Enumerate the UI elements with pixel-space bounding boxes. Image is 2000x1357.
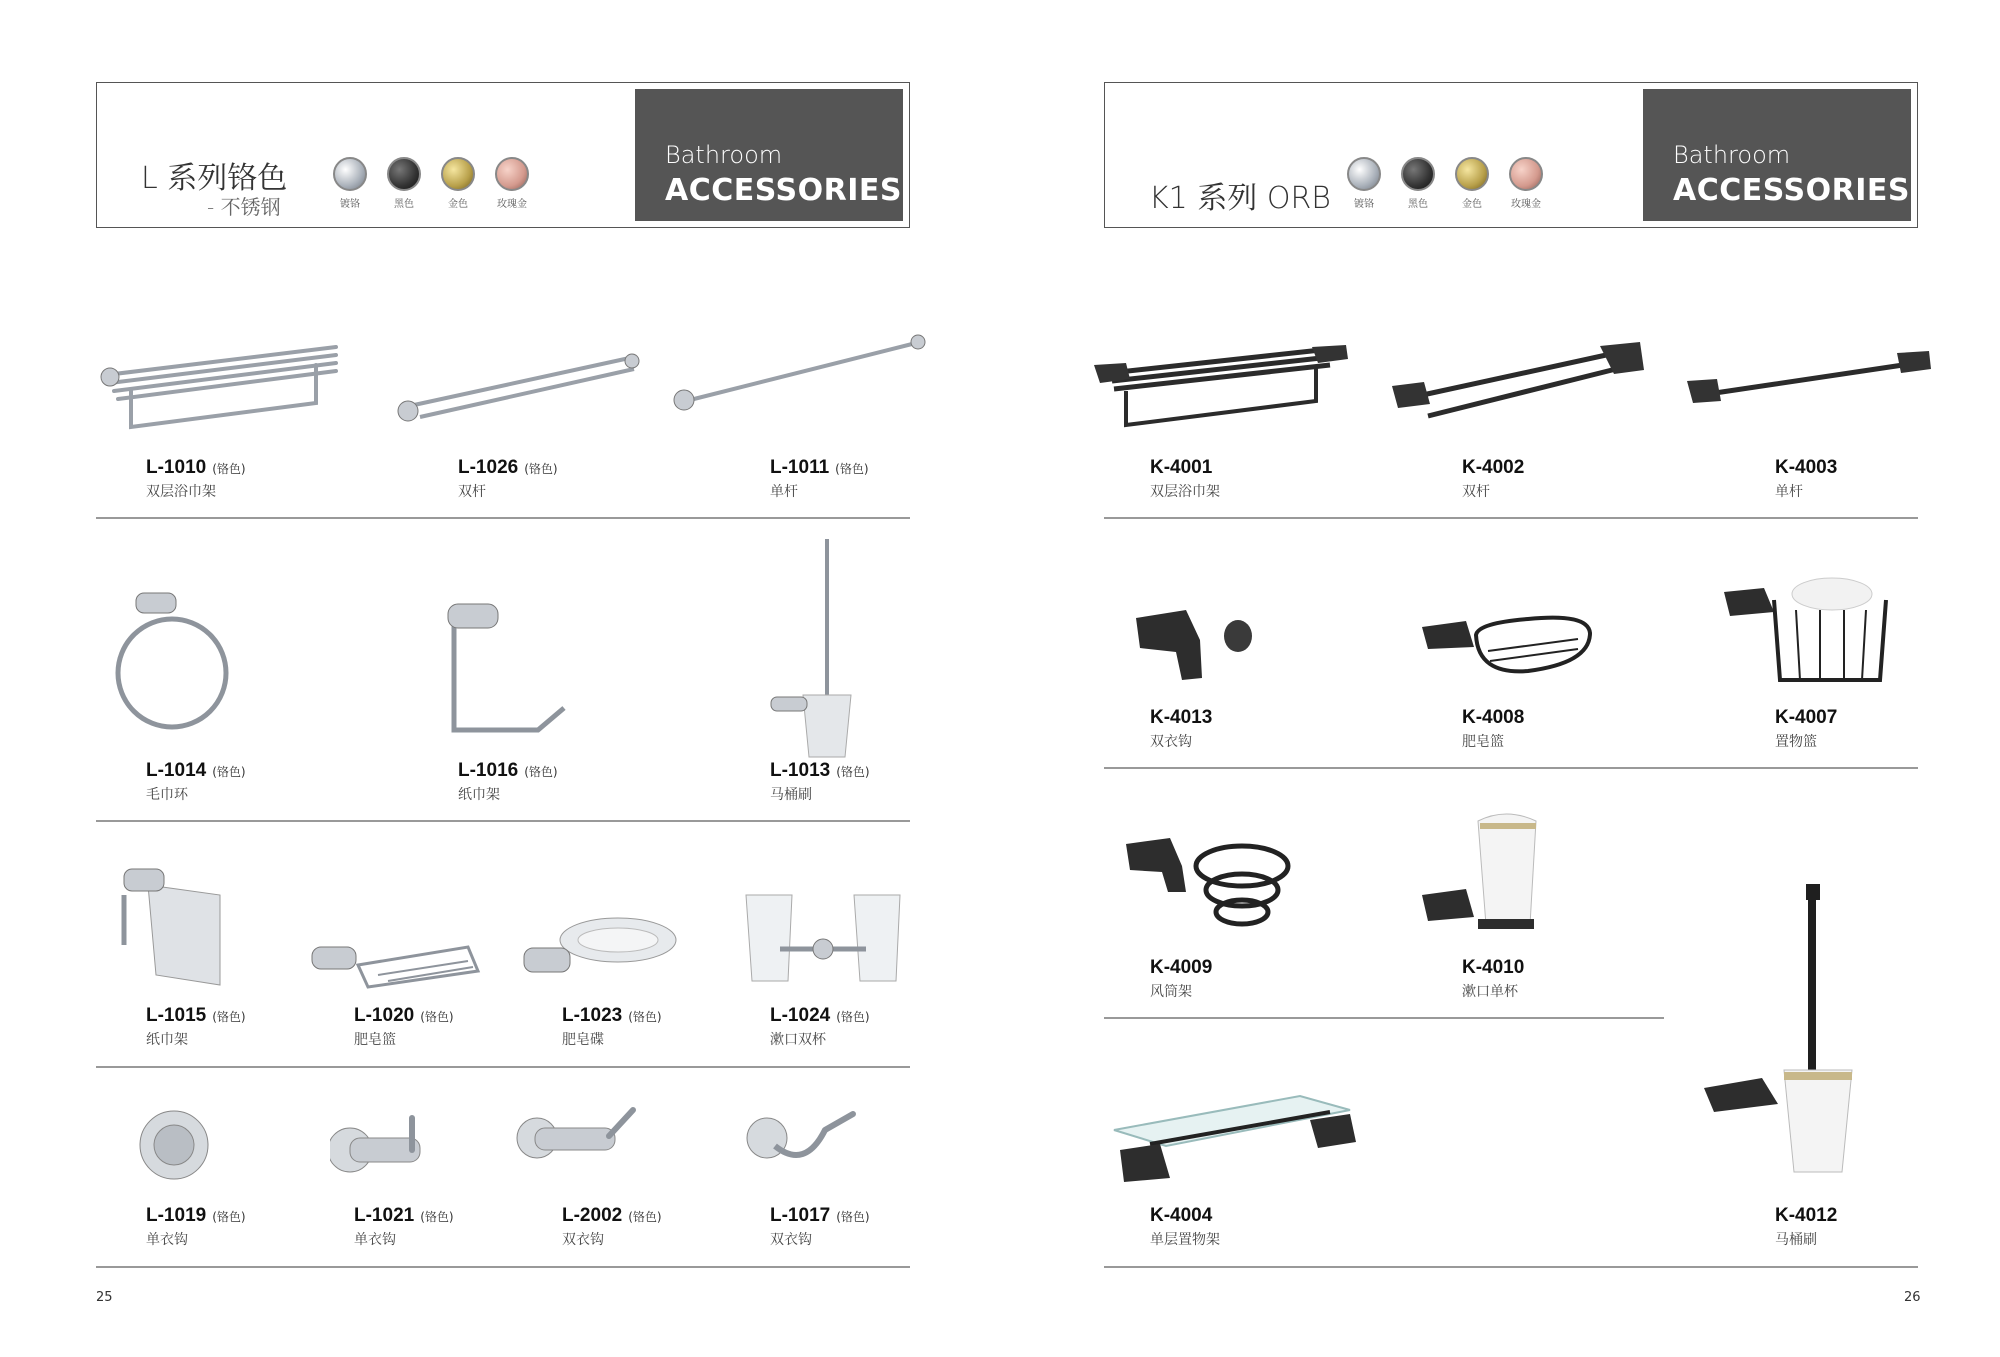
product-name: 双层浴巾架 — [146, 484, 216, 500]
product-code: L-1014 — [146, 760, 207, 781]
row-divider — [1104, 767, 1918, 769]
product-code: L-1023 — [562, 1005, 623, 1026]
product-label — [770, 1205, 870, 1249]
swatch-chrome — [1337, 157, 1391, 210]
product-image-K-4009 — [1120, 830, 1300, 950]
product-image-K-4013 — [1130, 600, 1260, 690]
finish-swatches — [323, 157, 539, 210]
product-name: 纸巾架 — [458, 787, 500, 803]
product-code: K-4008 — [1462, 707, 1525, 728]
product-name: 双层浴巾架 — [1150, 484, 1220, 500]
product-name: 单杆 — [770, 484, 798, 500]
product-finish: (铬色) — [212, 765, 246, 779]
swatch-rose-gold-dot — [1509, 157, 1543, 191]
row-divider — [1104, 1017, 1664, 1019]
product-finish: (铬色) — [836, 1210, 870, 1224]
product-finish: (铬色) — [835, 462, 869, 476]
product-code: K-4001 — [1150, 457, 1213, 478]
left-header — [96, 82, 910, 228]
product-label — [146, 760, 246, 804]
product-name: 漱口单杯 — [1462, 984, 1518, 1000]
product-code: K-4007 — [1775, 707, 1838, 728]
product-label — [146, 1005, 246, 1049]
product-name: 毛巾环 — [146, 787, 188, 803]
right-header — [1104, 82, 1918, 228]
product-image-K-4007 — [1720, 570, 1900, 700]
product-image-K-4002 — [1388, 340, 1648, 430]
product-name: 双杆 — [458, 484, 486, 500]
brand-big-text: ACCESSORIES — [665, 173, 902, 208]
brand-big-text: ACCESSORIES — [1673, 173, 1910, 208]
product-image-L-1017 — [745, 1100, 865, 1180]
product-code: L-1021 — [354, 1205, 415, 1226]
product-image-L-2002 — [515, 1100, 645, 1180]
product-code: K-4009 — [1150, 957, 1213, 978]
product-label — [1150, 957, 1212, 1001]
swatch-black — [377, 157, 431, 210]
product-name: 肥皂篮 — [1462, 734, 1504, 750]
product-name: 单层置物架 — [1150, 1232, 1220, 1248]
product-label — [1462, 457, 1524, 501]
product-code: K-4010 — [1462, 957, 1525, 978]
row-divider — [96, 1066, 910, 1068]
product-image-L-1019 — [130, 1105, 220, 1185]
product-name: 肥皂篮 — [354, 1032, 396, 1048]
product-label — [458, 760, 558, 804]
product-name: 双杆 — [1462, 484, 1490, 500]
product-finish: (铬色) — [420, 1010, 454, 1024]
product-code: L-1019 — [146, 1205, 207, 1226]
product-name: 单衣钩 — [354, 1232, 396, 1248]
product-image-K-4003 — [1685, 345, 1935, 415]
swatch-label: 黑色 — [1408, 199, 1428, 210]
product-label — [1775, 457, 1837, 501]
product-name: 单衣钩 — [146, 1232, 188, 1248]
product-code: K-4013 — [1150, 707, 1213, 728]
product-image-L-1014 — [110, 575, 240, 755]
product-code: L-1024 — [770, 1005, 831, 1026]
product-image-L-1024 — [740, 885, 910, 995]
swatch-rose-gold-dot — [495, 157, 529, 191]
swatch-gold-dot — [1455, 157, 1489, 191]
product-name: 双衣钩 — [1150, 734, 1192, 750]
product-name: 风筒架 — [1150, 984, 1192, 1000]
row-divider — [96, 1266, 910, 1268]
product-name: 马桶刷 — [770, 787, 812, 803]
product-image-L-1013 — [765, 535, 865, 765]
product-label — [1462, 957, 1524, 1001]
product-code: L-1011 — [770, 457, 830, 478]
series-subtitle: - 不锈钢 — [207, 195, 281, 219]
product-image-K-4012 — [1700, 880, 1860, 1200]
product-finish: (铬色) — [836, 765, 870, 779]
swatch-chrome-dot — [333, 157, 367, 191]
page-number: 26 — [1904, 1290, 1921, 1305]
product-label — [1462, 707, 1524, 751]
swatch-gold-dot — [441, 157, 475, 191]
product-image-K-4004 — [1110, 1070, 1360, 1190]
product-label — [1775, 1205, 1837, 1249]
product-label — [1150, 457, 1220, 501]
right-page — [1000, 0, 2000, 1357]
finish-swatches — [1337, 157, 1553, 210]
product-code: L-1020 — [354, 1005, 415, 1026]
product-label — [1775, 707, 1837, 751]
product-finish: (铬色) — [628, 1010, 662, 1024]
brand-box — [1643, 89, 1911, 221]
series-title: K1 系列 ORB — [1149, 181, 1331, 216]
product-finish: (铬色) — [212, 1010, 246, 1024]
product-finish: (铬色) — [836, 1010, 870, 1024]
product-label — [1150, 707, 1212, 751]
swatch-black — [1391, 157, 1445, 210]
product-code: L-1015 — [146, 1005, 207, 1026]
product-name: 置物篮 — [1775, 734, 1817, 750]
product-name: 肥皂碟 — [562, 1032, 604, 1048]
product-code: K-4004 — [1150, 1205, 1213, 1226]
swatch-black-dot — [387, 157, 421, 191]
brand-small-text: Bathroom — [1673, 141, 1791, 169]
product-code: L-1013 — [770, 760, 831, 781]
product-label — [770, 457, 869, 501]
page-number: 25 — [96, 1290, 113, 1305]
row-divider — [1104, 517, 1918, 519]
product-label — [770, 1005, 870, 1049]
product-image-L-1021 — [330, 1110, 440, 1190]
product-code: L-1017 — [770, 1205, 831, 1226]
product-code: K-4012 — [1775, 1205, 1838, 1226]
swatch-label: 镀铬 — [340, 199, 360, 210]
product-finish: (铬色) — [524, 765, 558, 779]
brand-box — [635, 89, 903, 221]
product-image-L-1023 — [520, 910, 680, 1000]
row-divider — [96, 820, 910, 822]
product-image-K-4001 — [1090, 335, 1350, 435]
product-label — [354, 1205, 454, 1249]
product-image-L-1015 — [120, 855, 230, 995]
swatch-rose-gold — [1499, 157, 1553, 210]
swatch-label: 黑色 — [394, 199, 414, 210]
product-image-L-1020 — [308, 925, 488, 995]
swatch-black-dot — [1401, 157, 1435, 191]
product-label — [146, 457, 246, 501]
swatch-chrome — [323, 157, 377, 210]
swatch-label: 玫瑰金 — [497, 199, 527, 210]
product-name: 双衣钩 — [770, 1232, 812, 1248]
product-name: 纸巾架 — [146, 1032, 188, 1048]
product-code: K-4003 — [1775, 457, 1838, 478]
swatch-rose-gold — [485, 157, 539, 210]
product-code: L-1016 — [458, 760, 519, 781]
product-image-K-4008 — [1418, 605, 1598, 685]
product-code: L-2002 — [562, 1205, 623, 1226]
swatch-label: 镀铬 — [1354, 199, 1374, 210]
product-finish: (铬色) — [212, 462, 246, 476]
product-label — [354, 1005, 454, 1049]
product-image-L-1010 — [96, 335, 346, 435]
product-label — [146, 1205, 246, 1249]
swatch-gold — [1445, 157, 1499, 210]
product-label — [1150, 1205, 1220, 1249]
product-finish: (铬色) — [524, 462, 558, 476]
product-image-L-1026 — [394, 345, 644, 435]
swatch-label: 金色 — [1462, 199, 1482, 210]
product-label — [458, 457, 558, 501]
product-name: 单杆 — [1775, 484, 1803, 500]
swatch-chrome-dot — [1347, 157, 1381, 191]
swatch-label: 金色 — [448, 199, 468, 210]
product-label — [562, 1205, 662, 1249]
row-divider — [96, 517, 910, 519]
product-image-L-1016 — [440, 590, 570, 740]
product-name: 漱口双杯 — [770, 1032, 826, 1048]
product-finish: (铬色) — [628, 1210, 662, 1224]
product-code: L-1026 — [458, 457, 519, 478]
product-image-K-4010 — [1418, 805, 1558, 955]
product-name: 马桶刷 — [1775, 1232, 1817, 1248]
product-finish: (铬色) — [212, 1210, 246, 1224]
swatch-label: 玫瑰金 — [1511, 199, 1541, 210]
product-image-L-1011 — [670, 330, 930, 420]
product-finish: (铬色) — [420, 1210, 454, 1224]
product-code: K-4002 — [1462, 457, 1525, 478]
product-label — [562, 1005, 662, 1049]
brand-small-text: Bathroom — [665, 141, 783, 169]
product-label — [770, 760, 870, 804]
series-title: L 系列铬色 — [141, 161, 288, 196]
product-code: L-1010 — [146, 457, 207, 478]
product-name: 双衣钩 — [562, 1232, 604, 1248]
swatch-gold — [431, 157, 485, 210]
row-divider — [1104, 1266, 1918, 1268]
